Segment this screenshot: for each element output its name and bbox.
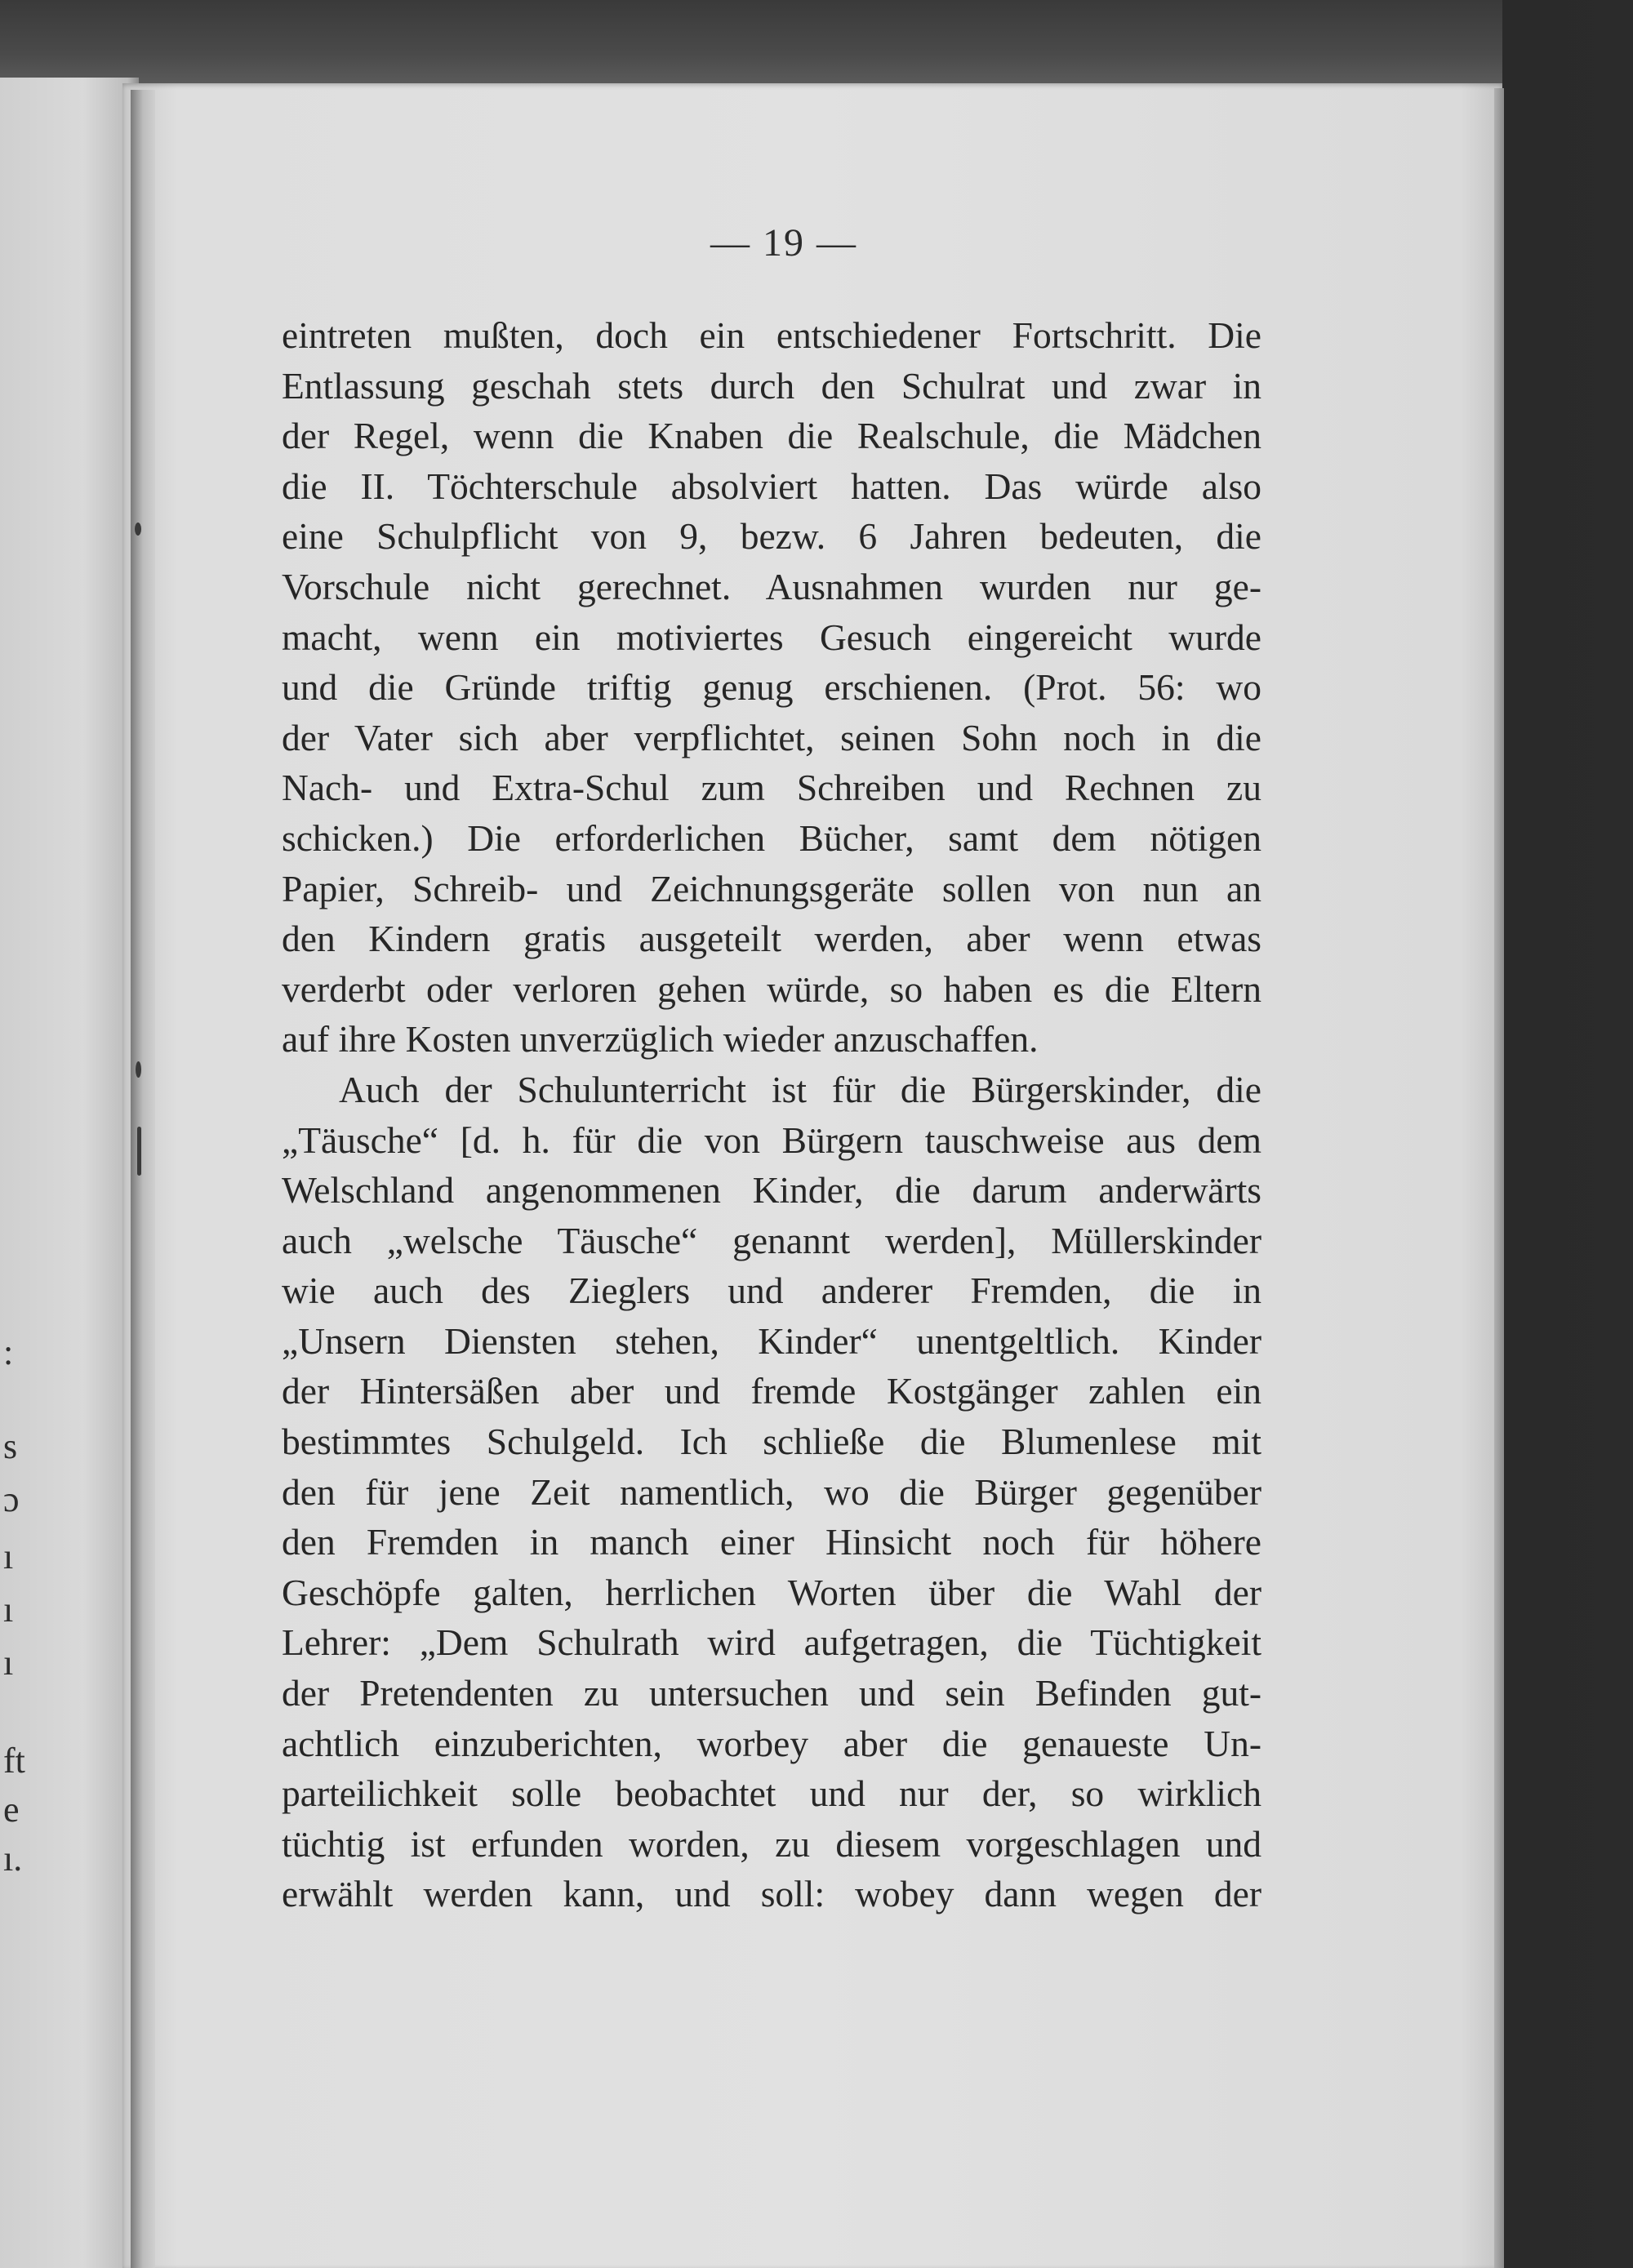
text-line: „Täusche“ [d. h. für die von Bürgern tauschweise aus dem: [282, 1118, 1261, 1161]
text-line: wie auch des Zieglers und anderer Fremden, die in: [282, 1270, 1261, 1312]
text-line: den Kindern gratis ausgeteilt werden, aber wenn etwas: [282, 918, 1261, 960]
text-line: Lehrer: „Dem Schulrath wird aufgetragen, die Tüchtigkeit: [282, 1621, 1261, 1664]
text-line: den für jene Zeit namentlich, wo die Bürger gegenüber: [282, 1470, 1261, 1513]
text-line: bestimmtes Schulgeld. Ich schließe die Blumenlese mit: [282, 1421, 1261, 1463]
text-line: verderbt oder verloren gehen würde, so haben es die Eltern: [282, 967, 1261, 1010]
text-line: Welschland angenommenen Kinder, die darum anderwärts: [282, 1169, 1261, 1212]
text-line: macht, wenn ein motiviertes Gesuch eingereicht wurde: [282, 616, 1261, 658]
page-gutter: [131, 90, 155, 2268]
text-line: eine Schulpflicht von 9, bezw. 6 Jahren bedeuten, die: [282, 515, 1261, 558]
text-line: erwählt werden kann, und soll: wobey dann wegen der: [282, 1873, 1261, 1915]
page-right-edge: [1494, 88, 1504, 2268]
left-page-edge: [0, 78, 139, 2268]
left-page-fragment: :: [3, 1332, 14, 1372]
left-page-fragment: s: [3, 1426, 18, 1466]
text-line: auch „welsche Täusche“ genannt werden], Müllerskinder: [282, 1219, 1261, 1261]
text-line: der Regel, wenn die Knaben die Realschule, die Mädchen: [282, 415, 1261, 457]
body-text: [282, 310, 1261, 1919]
left-page-fragment: ft: [3, 1741, 25, 1781]
text-line: „Unsern Diensten stehen, Kinder“ unentgeltlich. Kinder: [282, 1319, 1261, 1362]
text-line: schicken.) Die erforderlichen Bücher, samt dem nötigen: [282, 816, 1261, 859]
page-number: — 19 —: [710, 221, 857, 265]
text-line: parteilichkeit solle beobachtet und nur der, so wirklich: [282, 1772, 1261, 1815]
text-line: der Hintersäßen aber und fremde Kostgänger zahlen ein: [282, 1370, 1261, 1412]
left-page-fragment: ı: [3, 1536, 14, 1576]
text-line: tüchtig ist erfunden worden, zu diesem vorgeschlagen und: [282, 1822, 1261, 1865]
left-page-fragment: ı.: [3, 1839, 23, 1879]
text-line: Nach- und Extra-Schul zum Schreiben und Rechnen zu: [282, 767, 1261, 809]
binding-mark: [135, 523, 141, 536]
text-line: Geschöpfe galten, herrlichen Worten über die Wahl der: [282, 1571, 1261, 1613]
left-page-fragment: ı: [3, 1643, 14, 1683]
text-line: und die Gründe triftig genug erschienen. (Prot. 56: wo: [282, 666, 1261, 709]
binding-mark: [137, 1127, 141, 1176]
text-line: Vorschule nicht gerechnet. Ausnahmen wurden nur ge-: [282, 565, 1261, 607]
paragraph-start-line: Auch der Schulunterricht ist für die Bürgerskinder, die: [339, 1068, 1261, 1110]
text-line: der Vater sich aber verpflichtet, seinen Sohn noch in die: [282, 716, 1261, 758]
binding-mark: [136, 1061, 141, 1078]
text-line: die II. Töchterschule absolviert hatten. Das würde also: [282, 465, 1261, 507]
paragraph-end-line: auf ihre Kosten unverzüglich wieder anzuschaffen.: [282, 1018, 1039, 1061]
book-cover-edge: [0, 0, 1502, 90]
left-page-fragment: ı: [3, 1590, 14, 1630]
text-line: der Pretendenten zu untersuchen und sein Befinden gut-: [282, 1672, 1261, 1714]
text-line: eintreten mußten, doch ein entschiedener Fortschritt. Die: [282, 314, 1261, 356]
text-line: Papier, Schreib- und Zeichnungsgeräte sollen von nun an: [282, 867, 1261, 909]
left-page-fragment: e: [3, 1790, 20, 1830]
text-line: den Fremden in manch einer Hinsicht noch für höhere: [282, 1521, 1261, 1563]
left-page-fragment: ɔ: [3, 1479, 20, 1519]
text-line: achtlich einzuberichten, worbey aber die genaueste Un-: [282, 1722, 1261, 1764]
text-line: Entlassung geschah stets durch den Schulrat und zwar in: [282, 364, 1261, 407]
